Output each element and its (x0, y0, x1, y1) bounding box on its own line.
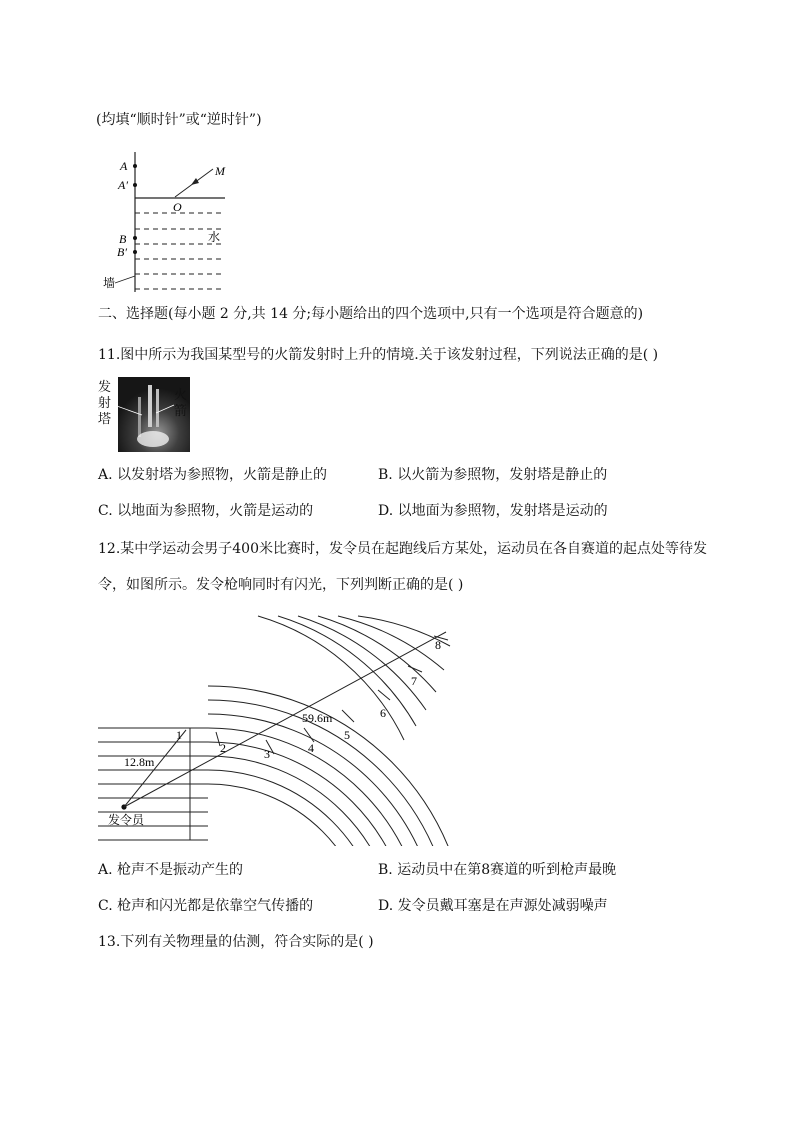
q13-stem: 13.下列有关物理量的估测，符合实际的是( ) (98, 934, 374, 950)
label-O: O (173, 200, 182, 214)
lane-label-5: 5 (344, 728, 350, 742)
lane-label-7: 7 (411, 674, 417, 688)
q12-option-c[interactable]: C. 枪声和闪光都是依靠空气传播的 (98, 898, 314, 914)
lane-label-3: 3 (264, 747, 270, 761)
track-figure (98, 606, 468, 846)
label-B: B (119, 232, 127, 246)
label-B-prime: B′ (117, 245, 127, 259)
tower-label-2: 射 (98, 395, 112, 410)
q11-stem: 11.图中所示为我国某型号的火箭发射时上升的情境.关于该发射过程，下列说法正确的是( ) (98, 347, 659, 363)
lane-label-1: 1 (176, 728, 182, 742)
label-A: A (120, 159, 128, 173)
section-title: 二、选择题(每小题 2 分,共 14 分;每小题给出的四个选项中,只有一个选项是符合题意的) (98, 306, 644, 322)
point-A-prime (133, 183, 137, 187)
q12-stem-line1: 12.某中学运动会男子400米比赛时，发令员在起跑线后方某处，运动员在各自赛道的起点处等待发 (98, 541, 707, 557)
lane-label-4: 4 (308, 741, 314, 755)
point-A (133, 164, 137, 168)
point-B-prime (133, 250, 137, 254)
point-B (133, 236, 137, 240)
label-wall: 墙 (103, 276, 116, 290)
rocket-label-1: 火 (174, 387, 188, 402)
lane-label-8: 8 (435, 638, 441, 652)
starter-label: 发令员 (108, 813, 145, 827)
lane-label-2: 2 (220, 741, 226, 755)
tower-label-1: 发 (98, 379, 112, 394)
q11-option-a[interactable]: A. 以发射塔为参照物，火箭是静止的 (98, 467, 328, 483)
q12-stem-line2: 令，如图所示。发令枪响同时有闪光，下列判断正确的是( ) (98, 577, 464, 593)
fill-in-note: (均填“顺时针”或“逆时针”) (96, 112, 262, 128)
mirror-water-figure (95, 152, 245, 297)
tower-label-3: 塔 (98, 411, 112, 426)
q12-option-a[interactable]: A. 枪声不是振动产生的 (98, 862, 244, 878)
distance-long-label: 59.6m (302, 711, 333, 725)
distance-short-label: 12.8m (124, 755, 155, 769)
label-A-prime: A′ (118, 178, 128, 192)
rocket-label-2: 箭 (174, 403, 188, 418)
lane-label-6: 6 (380, 706, 386, 720)
q11-option-c[interactable]: C. 以地面为参照物，火箭是运动的 (98, 503, 314, 519)
q12-option-b[interactable]: B. 运动员中在第8赛道的听到枪声最晚 (378, 862, 617, 878)
q11-option-b[interactable]: B. 以火箭为参照物，发射塔是静止的 (378, 467, 608, 483)
rocket-launch-photo (98, 377, 196, 452)
label-water: 水 (208, 230, 221, 244)
label-M: M (215, 164, 225, 178)
q11-option-d[interactable]: D. 以地面为参照物，发射塔是运动的 (378, 503, 608, 519)
q12-option-d[interactable]: D. 发令员戴耳塞是在声源处减弱噪声 (378, 898, 608, 914)
